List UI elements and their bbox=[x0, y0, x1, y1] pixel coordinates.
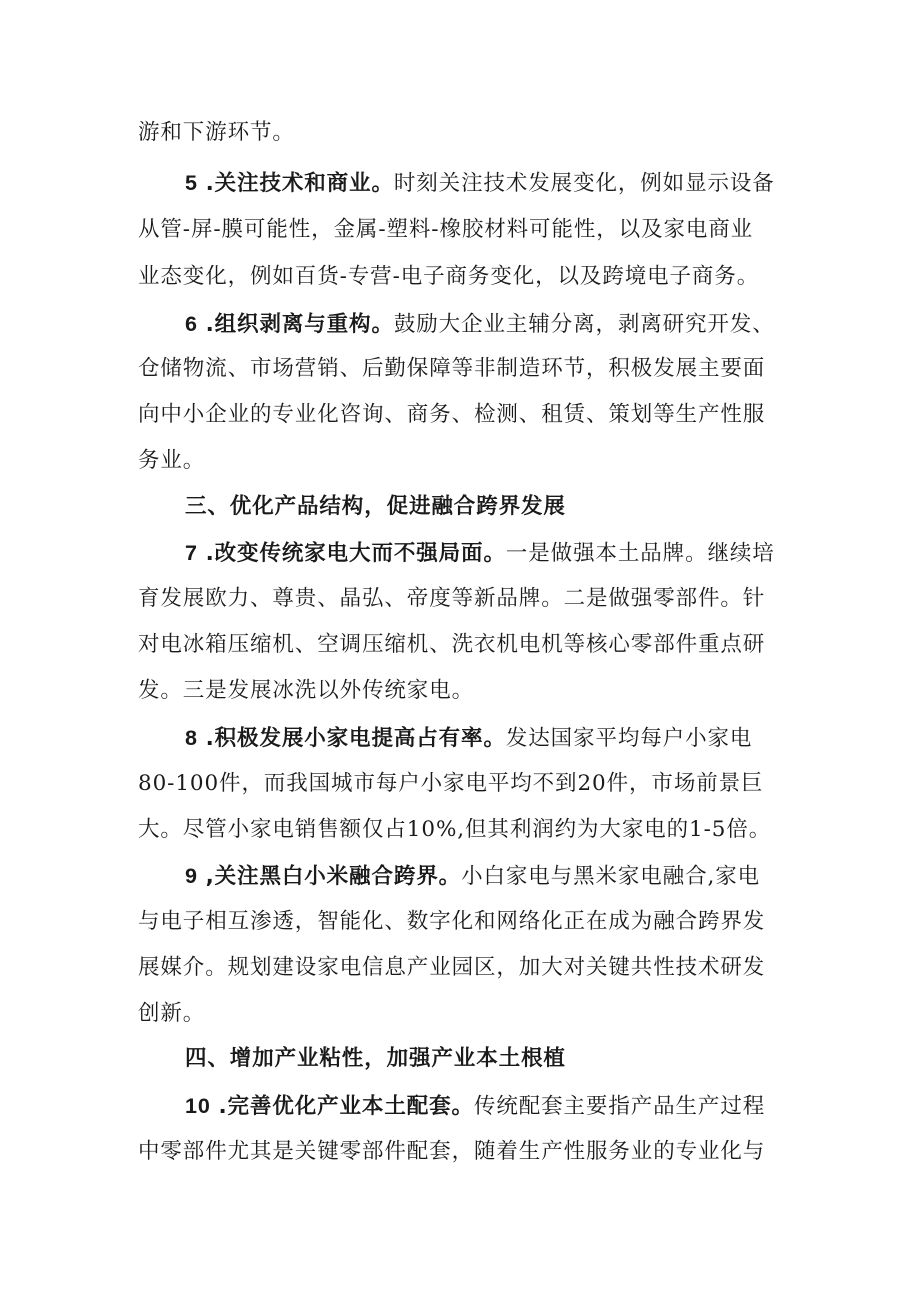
body-text: 传统配套主要指产品生产过程 bbox=[473, 1094, 766, 1119]
item-number: 5 bbox=[185, 171, 198, 195]
paragraph-line bbox=[138, 676, 798, 706]
body-text: 游和下游环节。 bbox=[138, 120, 295, 145]
item-title: ,关注黑白小米融合跨界。 bbox=[205, 864, 462, 889]
paragraph-line bbox=[138, 584, 798, 614]
paragraph-line bbox=[138, 630, 798, 660]
paragraph-line bbox=[138, 215, 798, 245]
body-text: 80-100件，而我国城市每户小家电平均不到20件，市场前景巨 bbox=[138, 771, 764, 796]
item-title: .组织剥离与重构。 bbox=[205, 312, 394, 337]
paragraph-line bbox=[138, 999, 798, 1029]
body-text: 发。三是发展冰洗以外传统家电。 bbox=[138, 678, 475, 703]
paragraph-line bbox=[138, 446, 798, 476]
item-number: 8 bbox=[185, 726, 198, 750]
body-text: 务业。 bbox=[138, 448, 206, 473]
item-number: 9 bbox=[185, 864, 198, 888]
body-text: 中零部件尤其是关键零部件配套，随着生产性服务业的专业化与 bbox=[138, 1139, 766, 1164]
paragraph-line bbox=[138, 953, 798, 983]
body-text: 从管-屏-膜可能性，金属-塑料-橡胶材料可能性，以及家电商业 bbox=[138, 217, 754, 242]
paragraph-line bbox=[138, 907, 798, 937]
body-text: 小白家电与黑米家电融合,家电 bbox=[461, 864, 760, 889]
body-text: 对电冰箱压缩机、空调压缩机、洗衣机电机等核心零部件重点研 bbox=[138, 632, 766, 657]
paragraph-line bbox=[138, 118, 798, 148]
section-heading-4: 四、增加产业粘性，加强产业本土根植 bbox=[185, 1046, 566, 1071]
item-title: .完善优化产业本土配套。 bbox=[218, 1094, 474, 1119]
paragraph-line bbox=[138, 400, 798, 430]
item-number: 10 bbox=[185, 1094, 211, 1118]
item-8-heading-line bbox=[185, 723, 798, 754]
paragraph-line bbox=[138, 354, 798, 384]
item-10-heading-line bbox=[185, 1091, 798, 1122]
item-title: .关注技术和商业。 bbox=[205, 171, 394, 196]
body-text: 向中小企业的专业化咨询、商务、检测、租赁、策划等生产性服 bbox=[138, 402, 766, 427]
body-text: 展媒介。规划建设家电信息产业园区，加大对关键共性技术研发 bbox=[138, 955, 766, 980]
body-text: 业态变化，例如百货-专营-电子商务变化，以及跨境电子商务。 bbox=[138, 264, 760, 289]
paragraph-line bbox=[138, 1137, 798, 1167]
item-title: .积极发展小家电提高占有率。 bbox=[205, 726, 506, 751]
body-text: 仓储物流、市场营销、后勤保障等非制造环节，积极发展主要面 bbox=[138, 356, 766, 381]
paragraph-line bbox=[138, 262, 798, 292]
paragraph-line bbox=[138, 769, 798, 799]
body-text: 鼓励大企业主辅分离，剥离研究开发、 bbox=[393, 312, 775, 337]
body-text: 创新。 bbox=[138, 1001, 206, 1026]
paragraph-line bbox=[138, 815, 798, 845]
item-title: .改变传统家电大而不强局面。 bbox=[205, 541, 506, 566]
item-9-heading-line bbox=[185, 861, 798, 892]
body-text: 时刻关注技术发展变化，例如显示设备 bbox=[393, 171, 775, 196]
body-text: 一是做强本土品牌。继续培 bbox=[505, 541, 775, 566]
item-5-heading-line bbox=[185, 168, 798, 199]
item-7-heading-line bbox=[185, 538, 798, 569]
body-text: 发达国家平均每户小家电 bbox=[505, 726, 753, 751]
item-6-heading-line bbox=[185, 309, 798, 340]
body-text: 育发展欧力、尊贵、晶弘、帝度等新品牌。二是做强零部件。针 bbox=[138, 586, 766, 611]
body-text: 大。尽管小家电销售额仅占10%,但其利润约为大家电的1-5倍。 bbox=[138, 817, 772, 842]
body-text: 与电子相互渗透，智能化、数字化和网络化正在成为融合跨界发 bbox=[138, 909, 766, 934]
section-heading-3: 三、优化产品结构，促进融合跨界发展 bbox=[185, 494, 566, 519]
item-number: 6 bbox=[185, 312, 198, 336]
item-number: 7 bbox=[185, 541, 198, 565]
